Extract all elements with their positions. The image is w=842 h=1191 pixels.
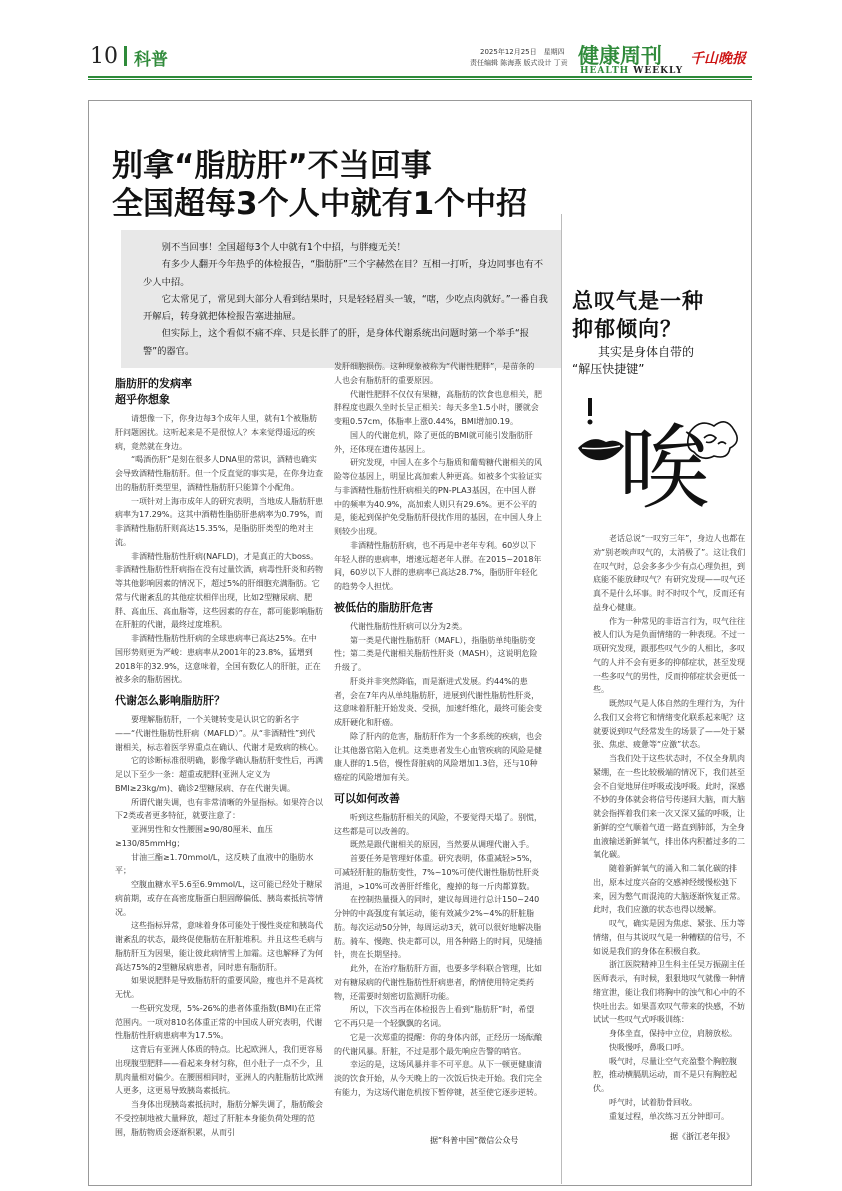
body-paragraph: 要理解脂肪肝，一个关键转变是认识它的新名字——“代谢性脂肪性肝病（MAFLD）”。从“非酒精性”到代谢相关，标志着医学界重点在确认、代谢才是致病的核心。 — [115, 715, 323, 752]
section-heading: 代谢怎么影响脂肪肝？ — [115, 694, 225, 707]
body-paragraph: 既然是跟代谢相关的原因，当然要从调理代谢入手。 — [350, 840, 534, 850]
intro-para: 它太常见了，常见到大部分人看到结果时，只是轻轻眉头一皱，“嗐，少吃点肉就好。”一番自我开解后，转身就把体检报告塞进抽屉。 — [143, 293, 548, 323]
headline-line-1: 别拿“脂肪肝”不当回事 — [112, 148, 432, 184]
body-paragraph: 第一类是代谢性脂肪肝（MAFL），指脂肪单纯脂肪变性；第二类是代谢相关脂肪性肝炎（MASH），这说明危险升级了。 — [334, 635, 538, 672]
brand-title: 健康周刊 — [578, 43, 662, 68]
editor-line: 责任编辑 陈海燕 版式设计 丁贡 — [470, 59, 568, 67]
body-paragraph: 它的诊断标准很明确，影像学确认脂肪肝变性后，再满足以下至少一条：超重或肥胖(亚洲人定义为BMI≥23kg/m)、确诊2型糖尿病、存在代谢失调。 — [115, 756, 323, 793]
body-paragraph: 亚洲男性和女性腰围≥90/80厘米、血压≥130/85mmHg； — [115, 825, 273, 848]
side-subtitle-line-1: 其实是身体自带的 — [598, 345, 695, 359]
article-source: 据“科普中国”微信公众号 — [430, 1136, 519, 1145]
body-paragraph: 浙江医院精神卫生科主任吴万振副主任医师表示，有时候，狠狠地叹气就像一种情绪宣泄，能让我们将胸中的浊气和心中的不快吐出去。如果喜欢叹气带来的快感，不妨试试一些叹气式呼吸训练： — [593, 960, 745, 1025]
body-paragraph: 当我们处于这些状态时，不仅全身肌肉紧绷，在一些比较极端的情况下，我们甚至会不自觉地屏住呼吸或浅呼吸。此时，深感不妙的身体就会将信号传递回大脑，而大脑就会指挥着我们来一次又深又猛的呼吸，让新鲜的空气顺着气道一路直到肺部，为全身血液输送新鲜氧气，排出体内积蓄过多的二氧化碳。 — [593, 754, 745, 860]
body-paragraph: 此外，在治疗脂肪肝方面，也要多学科联合管理，比如对有糖尿病的代谢性脂肪性肝病患者，酌情使用特定类药物，还需要时刻密切监测肝功能。 — [334, 964, 542, 1001]
exclamation-icon — [588, 398, 593, 425]
sigh-illustration — [572, 382, 740, 520]
body-paragraph: 幸运的是，这场风暴并非不可平息。从下一顿更健康清淡的饮食开始，从今天晚上的一次饭后快走开始。我们完全有能力，为这场代谢危机按下暂停键，甚至使它逐步逆转。 — [334, 1060, 542, 1097]
body-paragraph: 请想像一下，你身边每3个成年人里，就有1个被脂肪肝问题困扰。这听起来是不是很惊人？本来觉得遥远的疾病，竟然就在身边。 — [115, 414, 318, 451]
body-paragraph: 当身体出现胰岛素抵抗时，脂肪分解失调了，脂肪酸会不受控制地被大量释放，超过了肝脏本身能负荷处理的范围，脂肪物质会逐渐积累，从而引 — [115, 1100, 323, 1137]
body-paragraph: 如果说肥胖是导致脂肪肝的重要风险，瘦也并不是高枕无忧。 — [115, 976, 323, 999]
side-subtitle-line-2: “解压快捷键” — [572, 362, 645, 376]
body-paragraph: 国人的代谢危机，除了更低的BMI就可能引发脂肪肝外，还体现在遗传基因上。 — [334, 430, 533, 454]
body-paragraph: 甘油三酯≥1.70mmol/L，这反映了血液中的脂肪水平； — [115, 852, 314, 876]
body-paragraph: 代谢性脂肪性肝病可以分为2类。 — [350, 621, 468, 631]
sigh-lips-illustration — [572, 382, 740, 520]
body-paragraph: 非酒精性脂肪肝病，也不再是中老年专利。60岁以下年轻人群的患病率，增速远超老年人群。在2015~2018年间，60岁以下人群的患病率已高达28.7%，脂肪肝年轻化的趋势令人担忧。 — [334, 540, 542, 591]
column-divider — [561, 214, 562, 1184]
body-paragraph: 这背后有亚洲人体质的特点。比起欧洲人，我们更容易出现腹型肥胖——看起来身材匀称，但小肚子一点不少，且肌肉量相对偏少。在腰围相同时，亚洲人的内脏脂肪比欧洲人更多，这更易导致胰岛素抵抗。 — [115, 1045, 323, 1096]
article-column-2 — [334, 360, 542, 1100]
body-paragraph: 非酒精性脂肪性肝病的全球患病率已高达25%。在中国形势则更为严峻：患病率从2001年的23.8%，猛增到2018年的32.9%，这意味着，全国有数亿人的肝脏，正在被多余的脂肪困扰。 — [115, 634, 321, 685]
body-paragraph: 老话总说“一叹穷三年”，身边人也都在劝“别老唉声叹气的，太消极了”。这让我们在叹气时，总会多多少少有点心理负担，到底能不能放肆叹气？有研究发现——叹气还真不是什么坏事。时不时叹个气，反而还有益身心健康。 — [593, 534, 746, 612]
heading-line: 超乎你想象 — [115, 393, 170, 406]
side-article-body — [593, 532, 746, 1123]
body-paragraph: 重复过程，单次练习五分钟即可。 — [609, 1111, 729, 1121]
body-paragraph: 空腹血糖水平5.6至6.9mmol/L，这可能已经处于糖尿病前期，或存在高密度脂蛋白胆固醇偏低、胰岛素抵抗等情况。 — [115, 880, 323, 917]
body-paragraph: 吸气时，尽量让空气充盈整个胸腔腹腔，推动横膈肌运动，而不是只有胸腔起伏。 — [593, 1056, 737, 1093]
date-line: 2025年12月25日 星期四 — [480, 48, 565, 56]
newspaper-logo: 千山晚报 — [690, 51, 746, 67]
side-title-line-2: 抑郁倾向？ — [572, 316, 682, 341]
side-source: 据《浙江老年报》 — [670, 1132, 734, 1141]
page-divider — [124, 46, 127, 66]
body-paragraph: 叹气，确实是因为焦虑、紧张、压力等情绪，但与其说叹气是一种糟糕的信号，不如说是我们的身体在积极自救。 — [593, 919, 745, 956]
article-column-1 — [115, 376, 323, 1139]
body-paragraph: 发肝细胞损伤。这种现象被称为“代谢性肥胖”，是苗条的人也会有脂肪肝的重要原因。 — [334, 362, 535, 385]
body-paragraph: 所谓代谢失调，也有非常清晰的外显指标。如果符合以下2类或者更多特征，就要注意了： — [115, 797, 323, 821]
brand-en-weekly: WEEKLY — [633, 66, 684, 76]
body-paragraph: 肝炎并非突然降临，而是渐进式发展。约44%的患者，会在7年内从单纯脂肪肝，进展到代谢性脂肪性肝炎，这意味着肝脏开始发炎、受损，加速纤维化，最终可能会变成肝硬化和肝癌。 — [334, 676, 542, 727]
body-paragraph: 所以，下次当再在体检报告上看到“脂肪肝”时，希望它不再只是一个轻飘飘的名词。 — [334, 1005, 535, 1028]
body-paragraph: 快吸慢呼，鼻吸口呼。 — [609, 1042, 689, 1052]
page-number: 10 — [90, 44, 118, 69]
body-paragraph: 首要任务是管理好体重。研究表明，体重减轻>5%，可减轻肝脏的脂肪变性，7%~10%可使代谢性脂肪性肝炎消退，>10%可改善肝纤维化，瘦掉的每一斤肉都算数。 — [334, 854, 540, 891]
body-paragraph: 作为一种常见的非语言行为，叹气往往被人们认为是负面情绪的一种表现。不过一项研究发现，跟那些叹气少的人相比，多叹气的人并不会有更多的抑郁症状，甚至发现一些多叹气的男性，反而抑郁症状会更低一些。 — [593, 616, 745, 695]
body-paragraph: 既然叹气是人体自然的生理行为，为什么我们又会将它和情绪变化联系起来呢？这就要说到叹气经常发生的场景了——处于紧张、焦虑、疲惫等“应激”状态。 — [593, 699, 745, 750]
section-heading: 被低估的脂肪肝危害 — [334, 600, 433, 614]
side-title-line-1: 总叹气是一种 — [572, 288, 704, 313]
body-paragraph: 听到这些脂肪肝相关的风险，不要觉得天塌了。别慌，这些都是可以改善的。 — [334, 812, 542, 836]
intro-para: 但实际上，这个看似不痛不痒、只是长胖了的肝，是身体代谢系统出问题时第一个举手“报警”的器官。 — [143, 328, 529, 357]
brand-english — [580, 66, 683, 76]
intro-para: 别不当回事！全国超每3个人中就有1个中招，与胖瘦无关！ — [161, 242, 406, 253]
section-heading — [115, 376, 323, 408]
header-rule-thin — [88, 79, 752, 80]
body-paragraph: 呼气时，试着肋骨回收。 — [609, 1097, 697, 1107]
headline-line-2: 全国超每3个人中就有1个中招 — [112, 186, 528, 222]
body-paragraph: 这些指标异常，意味着身体可能处于慢性炎症和胰岛代谢紊乱的状态，最终促使脂肪在肝脏堆积。并且这些毛病与脂肪肝互为因果，能让彼此病情雪上加霜。这也解释了为何高达75%的2型糖尿病患者，同时患有脂肪肝。 — [115, 921, 323, 972]
body-paragraph: 研究发现，中国人在多个与脂质和葡萄糖代谢相关的风险等位基因上，明显比高加索人种更高。如被多个实验证实与非酒精性脂肪性肝病相关的PN-PLA3基因，在中国人群中的频率为40.9%，高加索人则只有29.6%。更不公平的是，能起到保护免受脂肪肝侵扰作用的基因，在中国人身上则较少出现。 — [334, 458, 542, 536]
intro-para: 有多少人翻开今年热乎的体检报告，“脂肪肝”三个字赫然在目？互相一打听，身边同事也有不少人中招。 — [143, 259, 544, 288]
body-paragraph: “喝酒伤肝”是刻在很多人DNA里的常识，酒精也确实会导致酒精性脂肪肝。但一个反直觉的事实是，在你身边查出的脂肪肝类型里，酒精性脂肪肝只能算个小配角。 — [115, 455, 323, 492]
body-paragraph: 随着新鲜氧气的涌入和二氧化碳的排出，原本过度兴奋的交感神经缓慢松弛下来，因为憋气而混沌的大脑逐渐恢复正常。此时，我们应激的状态也得以缓解。 — [593, 864, 745, 915]
heading-line: 脂肪肝的发病率 — [115, 377, 192, 390]
body-paragraph: 身体坐直，保持中立位，肩膀放松。 — [609, 1029, 737, 1038]
header-rule — [88, 76, 752, 78]
brand-en-health: HEALTH — [580, 66, 630, 76]
section-label: 科普 — [134, 50, 168, 70]
illustration-character: 唉 — [618, 415, 711, 520]
body-paragraph: 非酒精性脂肪性肝病(NAFLD)，才是真正的大boss。非酒精性脂肪性肝病指在没有过量饮酒，病毒性肝炎和药物等其他影响因素的情况下，超过5%的肝细胞充满脂肪。它常与代谢紊乱的其他症状相伴出现，比如2型糖尿病、肥胖、高血压、高血脂等，这些因素的存在，都可能影响脂肪在肝脏的代谢，最终过度堆积。 — [115, 551, 323, 630]
body-paragraph: 一项针对上海市成年人的研究表明，当地成人脂肪肝患病率为17.29%。这其中酒精性脂肪肝患病率为0.79%，而非酒精性脂肪肝则高达15.35%，是脂肪肝类型的绝对主流。 — [115, 496, 323, 547]
body-paragraph: 代谢性肥胖不仅仅有果糖，高脂肪的饮食也息相关，肥胖程度也跟久坐时长呈正相关：每天多坐1.5小时，腰就会变粗0.57cm，体脂率上涨0.44%，BMI增加0.19。 — [334, 389, 542, 426]
section-heading: 可以如何改善 — [334, 791, 400, 805]
intro-box — [121, 230, 561, 368]
body-paragraph: 它是一次郑重的提醒：你的身体内部，正经历一场酝酿的代谢风暴。肝脏，不过是那个最先响应告警的哨官。 — [334, 1032, 542, 1056]
body-paragraph: 除了肝内的危害，脂肪肝作为一个多系统的疾病，也会让其他器官陷入危机。这类患者发生心血管疾病的风险是健康人群的1.5倍，慢性肾脏病的风险增加1.3倍，还与10种癌症的风险增加有关。 — [334, 731, 542, 782]
body-paragraph: 一些研究发现，5%-26%的患者体重指数(BMI)在正常范围内。一项对810名体重正常的中国成人研究表明，代谢性脂肪性肝病患病率为17.5%。 — [115, 1003, 323, 1041]
body-paragraph: 在控制热量摄入的同时，建议每周进行总计150~240分钟的中高强度有氧运动，能有效减少2%~4%的肝脏脂肪。每次运动50分钟，每周运动3天，就可以很好地解决脂肪。骑车、慢跑、快走都可以，用各种路上的时间，见缝插针，贵在长期坚持。 — [334, 895, 542, 960]
